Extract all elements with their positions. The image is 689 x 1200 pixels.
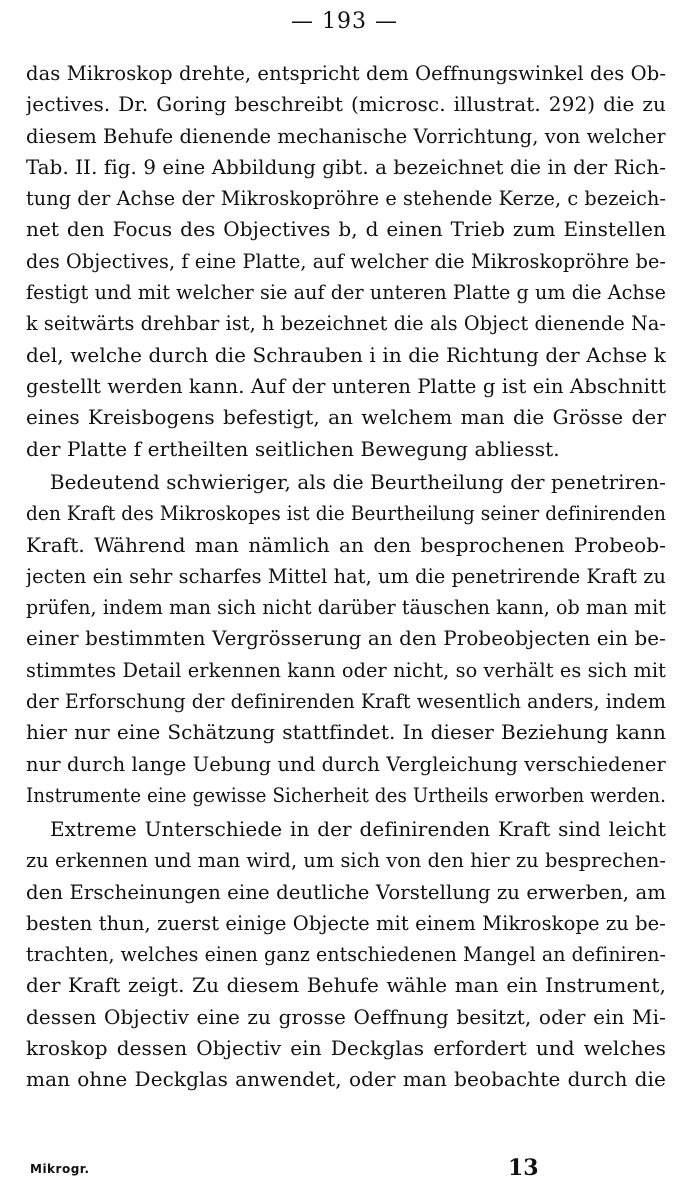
text-line: jecten ein sehr scharfes Mittel hat, um die penetrirende Kraft zu xyxy=(26,563,666,588)
text-line: nur durch lange Uebung und durch Vergleichung verschiedener xyxy=(26,751,666,776)
text-line: prüfen, indem man sich nicht darüber täuschen kann, ob man mit xyxy=(26,595,666,620)
text-line: k seitwärts drehbar ist, h bezeichnet die als Object dienende Na- xyxy=(26,311,666,336)
text-line: Tab. II. fig. 9 eine Abbildung gibt. a bezeichnet die in der Rich- xyxy=(26,154,667,179)
text-line: festigt und mit welcher sie auf der unteren Platte g um die Achse xyxy=(26,280,667,305)
paragraph-2 xyxy=(26,467,666,811)
text-line: der Platte f ertheilten seitlichen Bewegung abliesst. xyxy=(26,436,560,461)
text-line: der Kraft zeigt. Zu diesem Behufe wähle man ein Instrument, xyxy=(26,973,666,998)
text-line: hier nur eine Schätzung stattfindet. In dieser Beziehung kann xyxy=(26,720,666,745)
text-line: kroskop dessen Objectiv ein Deckglas erfordert und welches xyxy=(26,1036,666,1061)
text-line: zu erkennen und man wird, um sich von den hier zu besprechen- xyxy=(26,848,667,873)
text-line: den Kraft des Mikroskopes ist die Beurtheilung seiner definirenden xyxy=(26,501,666,526)
text-line: das Mikroskop drehte, entspricht dem Oeffnungswinkel des Ob- xyxy=(26,61,667,85)
text-line: des Objectives, f eine Platte, auf welcher die Mikroskopröhre be- xyxy=(26,248,667,273)
text-line: Extreme Unterschiede in der definirenden Kraft sind leicht xyxy=(50,817,666,841)
signature-mark: Mikrogr. xyxy=(30,1162,90,1176)
page-number-header: — 193 — xyxy=(291,9,398,34)
text-line: der Erforschung der definirenden Kraft wesentlich anders, indem xyxy=(26,689,666,714)
paragraph-3 xyxy=(26,814,666,1096)
text-line: eines Kreisbogens befestigt, an welchem man die Grösse der xyxy=(26,405,666,430)
text-line: dessen Objectiv eine zu grosse Oeffnung besitzt, oder ein Mi- xyxy=(26,1004,666,1029)
text-line: stimmtes Detail erkennen kann oder nicht, so verhält es sich mit xyxy=(26,657,666,682)
text-line: trachten, welches einen ganz entschiedenen Mangel an definiren- xyxy=(26,942,667,967)
text-line: gestellt werden kann. Auf der unteren Platte g ist ein Abschnitt xyxy=(26,373,666,398)
text-line: besten thun, zuerst einige Objecte mit einem Mikroskope zu be- xyxy=(26,910,666,935)
text-line: tung der Achse der Mikroskopröhre e stehende Kerze, c bezeich- xyxy=(26,186,666,211)
text-line: net den Focus des Objectives b, d einen Trieb zum Einstellen xyxy=(26,217,666,242)
text-line: jectives. Dr. Goring beschreibt (microsc. illustrat. 292) die zu xyxy=(26,92,666,117)
sheet-number: 13 xyxy=(508,1155,539,1181)
text-line: Bedeutend schwieriger, als die Beurtheilung der penetriren- xyxy=(49,470,666,494)
text-line: einer bestimmten Vergrösserung an den Probeobjecten ein be- xyxy=(26,626,666,651)
text-line: man ohne Deckglas anwendet, oder man beobachte durch die xyxy=(26,1067,666,1092)
text-line: del, welche durch die Schrauben i in die Richtung der Achse k xyxy=(26,342,667,367)
text-line: den Erscheinungen eine deutliche Vorstellung zu erwerben, am xyxy=(26,879,667,904)
text-line: Instrumente eine gewisse Sicherheit des Urtheils erworben werden. xyxy=(26,782,666,807)
text-line: diesem Behufe dienende mechanische Vorrichtung, von welcher xyxy=(26,123,666,148)
paragraph-1 xyxy=(26,58,666,465)
text-line: Kraft. Während man nämlich an den besprochenen Probeob- xyxy=(26,532,666,557)
